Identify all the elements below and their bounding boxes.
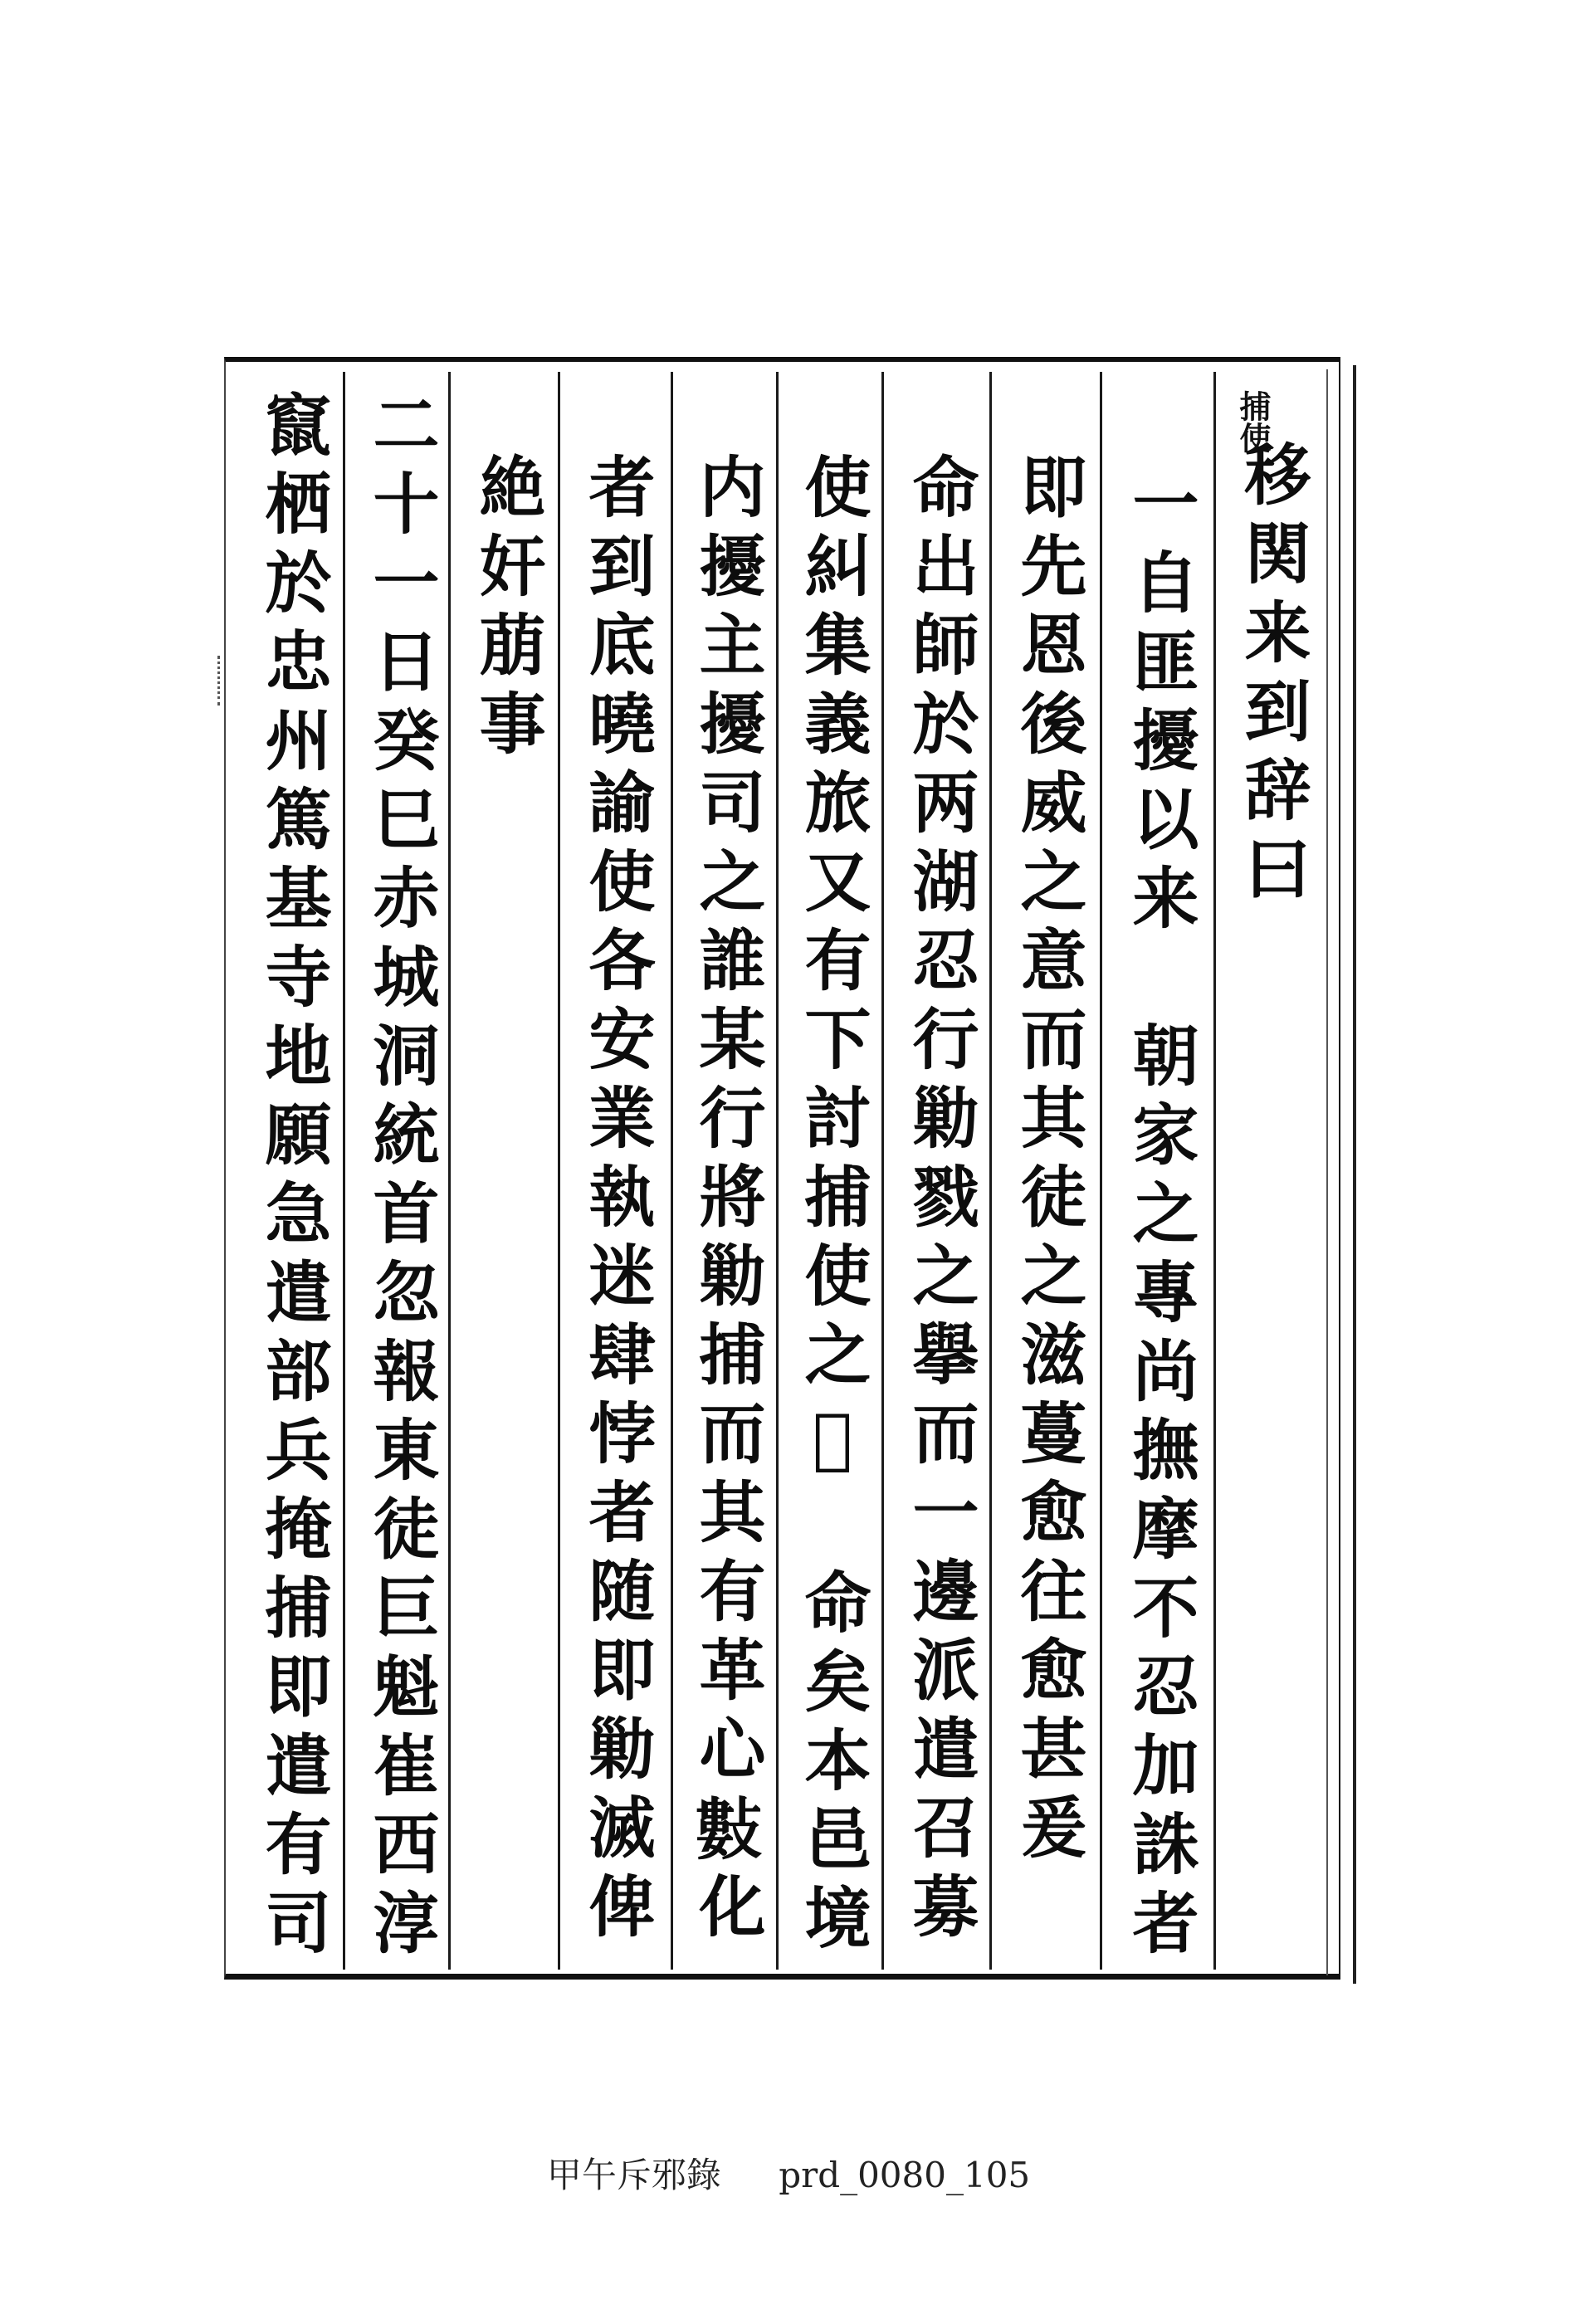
text-column-9: 二十一日癸巳赤城洞統首忽報東徒巨魁崔西淳 — [362, 390, 440, 1967]
column-rule — [558, 372, 560, 1970]
column-rule — [343, 372, 345, 1970]
column-rule — [448, 372, 451, 1970]
header-note: 捕使 — [1234, 390, 1272, 453]
column-rule — [881, 372, 884, 1970]
text-column-1: 移関来到辞曰 — [1233, 440, 1311, 913]
caption-title: 甲午斥邪錄 — [546, 2155, 721, 2195]
page-caption — [0, 2148, 1577, 2198]
text-column-2: 一自匪擾以来 朝家之專尚撫摩不忍加誅者 — [1121, 469, 1199, 1967]
column-rule — [1100, 372, 1102, 1970]
frame-inner-rule — [1326, 369, 1328, 1975]
frame-outer-rule — [1353, 365, 1356, 1984]
column-rule — [671, 372, 673, 1970]
text-column-6: 内擾主擾司之誰某行將勦捕而其有革心𢿘化 — [688, 452, 766, 1950]
text-column-3: 即先恩後威之意而其徒之滋蔓愈往愈甚爰 — [1009, 452, 1087, 1872]
text-column-7: 者到底曉諭使各安業執迷肆悖者随即勦滅俾 — [578, 452, 656, 1950]
column-rule — [1213, 372, 1216, 1970]
column-rule — [776, 372, 779, 1970]
text-column-5: 使糾集義旅又有下討捕使之𢧐 命矣本邑境 — [793, 452, 872, 1962]
column-rule — [989, 372, 992, 1970]
margin-mark — [217, 656, 245, 706]
text-column-8: 絶奸萠事 — [468, 452, 546, 768]
text-column-4: 命出師於两湖忍行勦戮之擧而一邊派遣召募 — [901, 452, 979, 1950]
caption-id: prd_0080_105 — [779, 2155, 1031, 2195]
text-column-10: 竄栖於忠州篤基寺地願急遣部兵掩捕即遣有司 — [254, 390, 332, 1967]
